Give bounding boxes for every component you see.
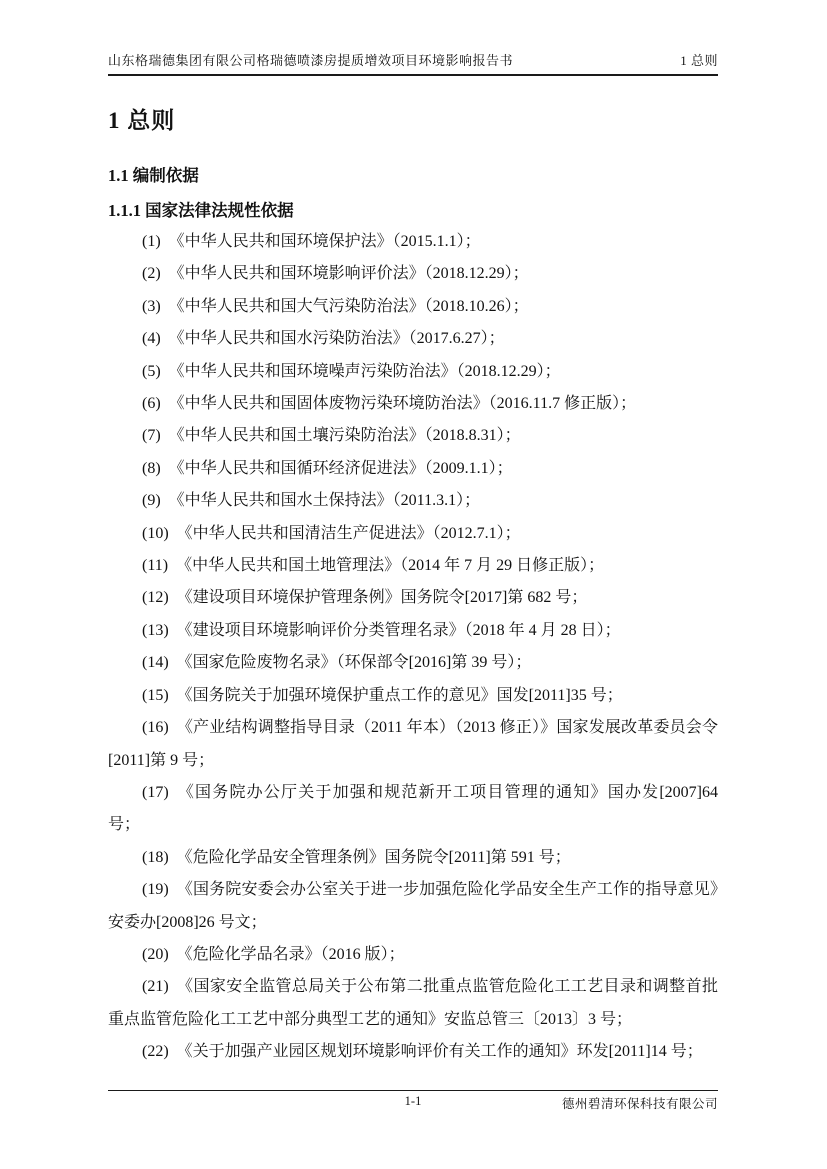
list-item-number: (4): [142, 330, 161, 348]
page-footer: [108, 1090, 718, 1114]
list-item: [108, 842, 718, 874]
list-item: [108, 874, 718, 939]
list-item-number: (6): [142, 395, 161, 413]
footer-company-name: 德州碧清环保科技有限公司: [561, 1097, 718, 1111]
list-item-text: 《中华人民共和国水土保持法》（2011.3.1）；: [168, 492, 481, 510]
list-item-text: 《危险化学品安全管理条例》国务院令[2011]第 591 号；: [176, 848, 571, 866]
list-item-number: (21): [142, 978, 169, 996]
list-item: [108, 420, 718, 452]
list-item-number: (1): [142, 233, 161, 250]
list-item-number: (14): [142, 654, 169, 672]
list-item-text: 《中华人民共和国循环经济促进法》（2009.1.1）；: [168, 459, 513, 477]
list-item-text: 《中华人民共和国环境影响评价法》（2018.12.29）；: [168, 265, 529, 283]
list-item: [108, 388, 718, 420]
list-item: [108, 258, 718, 290]
list-item: [108, 356, 718, 388]
list-item: [108, 777, 718, 842]
list-item-number: (2): [142, 265, 161, 283]
list-item-number: (11): [142, 557, 169, 575]
list-item-text: 《国家安全监管总局关于公布第二批重点监管危险化工工艺目录和调整首批重点监管危险化工工艺中部分典型工艺的通知》安监总管三〔2013〕3 号；: [108, 978, 718, 1028]
list-item-text: 《中华人民共和国大气污染防治法》（2018.10.26）；: [168, 297, 529, 315]
list-item-number: (16): [142, 719, 169, 737]
list-item-text: 《国务院办公厅关于加强和规范新开工项目管理的通知》国办发[2007]64 号；: [108, 783, 718, 834]
list-item-number: (20): [142, 945, 169, 963]
chapter-title: 1 总则: [108, 108, 176, 133]
list-item-number: (17): [142, 783, 169, 801]
list-item-number: (10): [142, 524, 169, 542]
list-item: [108, 712, 718, 777]
reference-list: [108, 226, 718, 1069]
list-item-text: 《中华人民共和国土壤污染防治法》（2018.8.31）；: [168, 427, 521, 445]
list-item-number: (15): [142, 686, 169, 704]
list-item: [108, 291, 718, 323]
list-item-text: 《中华人民共和国土地管理法》（2014 年 7 月 29 日修正版）；: [176, 557, 605, 575]
list-item: [108, 485, 718, 517]
page-number: 1-1: [404, 1094, 422, 1108]
list-item: [108, 582, 718, 614]
list-item: [108, 453, 718, 485]
list-item-number: (22): [142, 1043, 169, 1061]
list-item-text: 《中华人民共和国水污染防治法》（2017.6.27）；: [168, 330, 505, 348]
list-item: [108, 323, 718, 355]
list-item: [108, 939, 718, 971]
header-document-title: 山东格瑞德集团有限公司格瑞德喷漆房提质增效项目环境影响报告书: [108, 53, 514, 68]
list-item-text: 《中华人民共和国环境噪声污染防治法》（2018.12.29）；: [168, 362, 561, 380]
section-heading-1-1-1: 1.1.1 国家法律法规性依据: [108, 201, 294, 220]
list-item-number: (3): [142, 297, 161, 315]
list-item: [108, 971, 718, 1036]
list-item: [108, 615, 718, 647]
section-heading-1-1: 1.1 编制依据: [108, 166, 199, 185]
list-item-text: 《国家危险废物名录》（环保部令[2016]第 39 号）；: [176, 654, 532, 672]
list-item-text: 《关于加强产业园区规划环境影响评价有关工作的通知》环发[2011]14 号；: [176, 1043, 703, 1061]
list-item: [108, 647, 718, 679]
list-item: [108, 1036, 718, 1068]
list-item: [108, 518, 718, 550]
list-item-text: 《建设项目环境保护管理条例》国务院令[2017]第 682 号；: [176, 589, 588, 607]
list-item-number: (5): [142, 362, 161, 380]
list-item-number: (18): [142, 848, 169, 866]
list-item-text: 《危险化学品名录》（2016 版）；: [176, 945, 405, 963]
list-item-number: (9): [142, 492, 161, 510]
list-item-number: (12): [142, 589, 169, 607]
page-header: [108, 50, 718, 76]
list-item-text: 《产业结构调整指导目录（2011 年本）（2013 修正）》国家发展改革委员会令[2011]第 9 号；: [108, 719, 718, 769]
list-item: [108, 226, 718, 258]
list-item-number: (8): [142, 459, 161, 477]
list-item-text: 《国务院关于加强环境保护重点工作的意见》国发[2011]35 号；: [176, 686, 623, 704]
header-chapter-label: 1 总则: [680, 53, 718, 68]
list-item-text: 《中华人民共和国固体废物污染环境防治法》（2016.11.7 修正版）；: [168, 395, 637, 413]
list-item-text: 《建设项目环境影响评价分类管理名录》（2018 年 4 月 28 日）；: [176, 621, 621, 639]
list-item-number: (19): [142, 881, 169, 899]
list-item: [108, 550, 718, 582]
list-item-text: 《国务院安委会办公室关于进一步加强危险化学品安全生产工作的指导意见》安委办[2008]26 号文；: [108, 881, 718, 931]
list-item-text: 《中华人民共和国清洁生产促进法》（2012.7.1）；: [176, 524, 521, 542]
list-item-text: 《中华人民共和国环境保护法》（2015.1.1）；: [168, 233, 481, 250]
list-item-number: (13): [142, 621, 169, 639]
list-item: [108, 680, 718, 712]
list-item-number: (7): [142, 427, 161, 445]
